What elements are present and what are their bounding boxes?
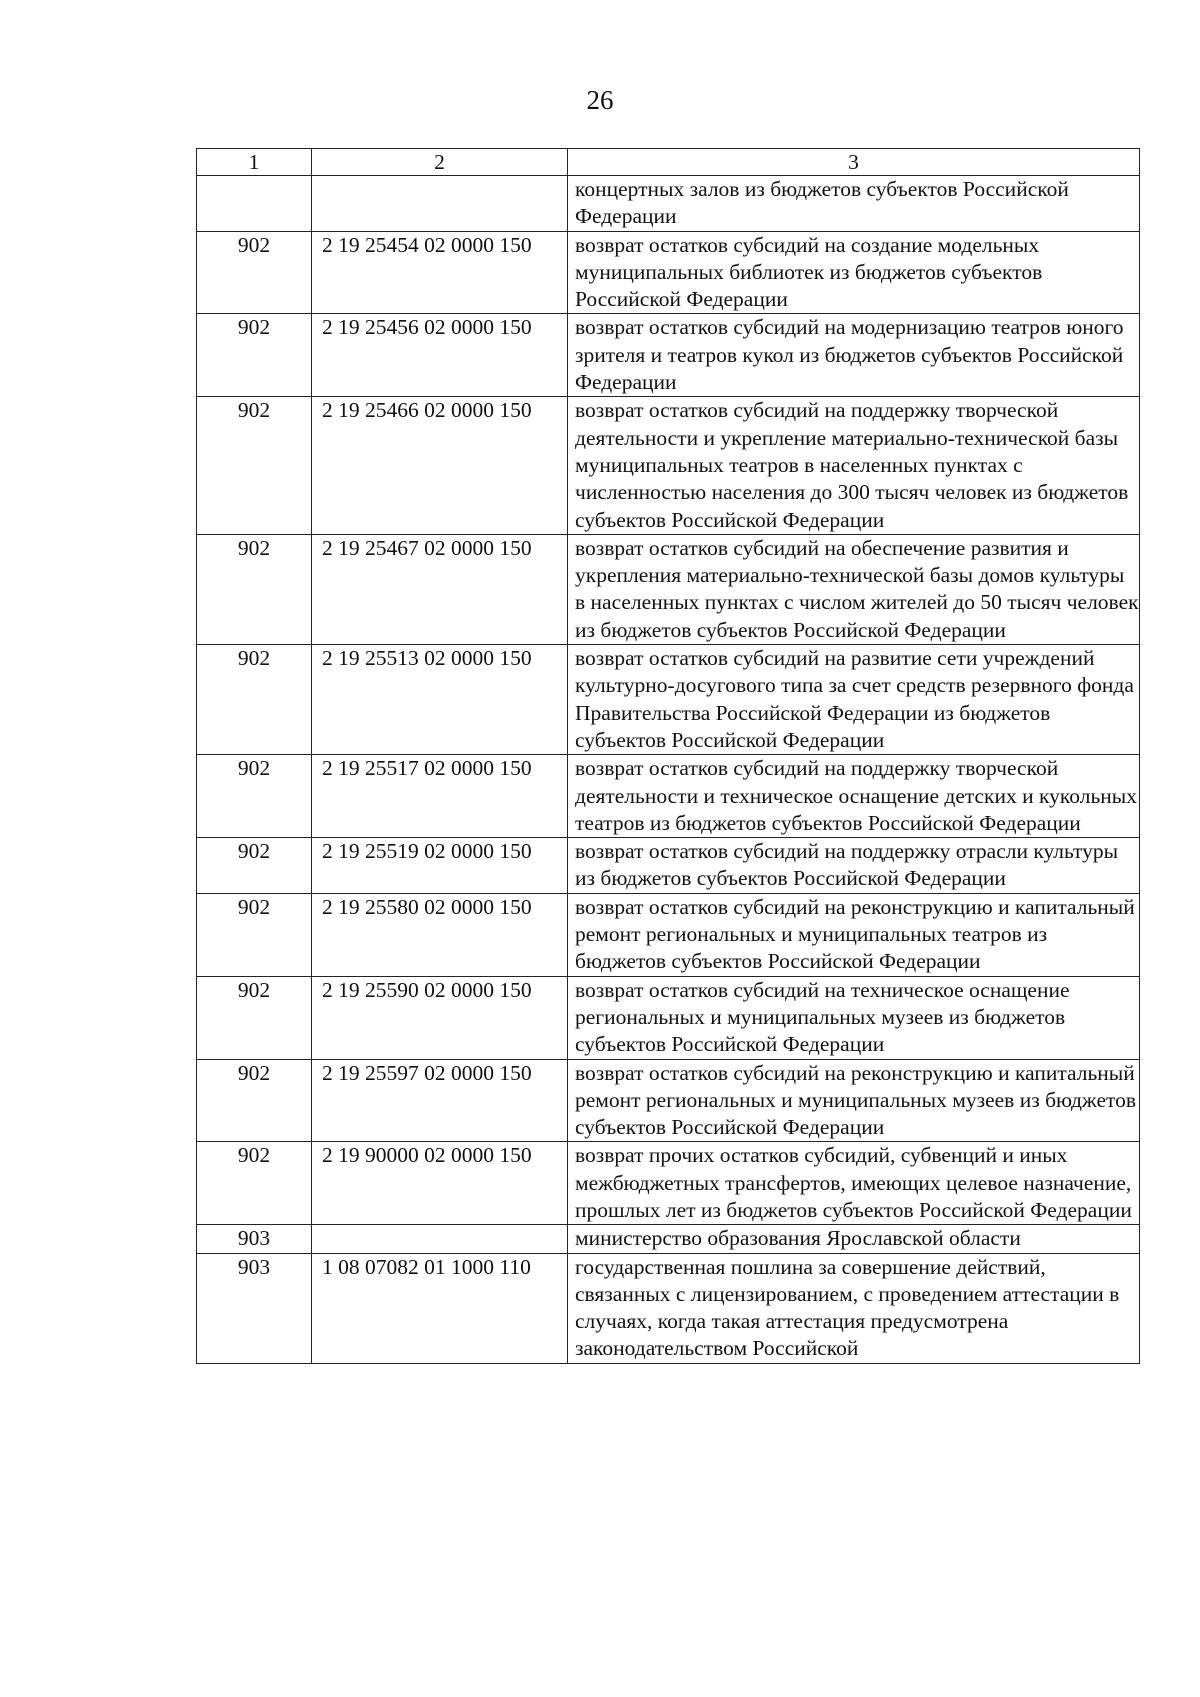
- budget-code-cell: 2 19 25454 02 0000 150: [312, 231, 568, 314]
- budget-code-cell: [312, 1225, 568, 1253]
- table-row: [197, 1059, 1140, 1142]
- admin-code-cell: 902: [197, 231, 312, 314]
- admin-code-cell: 902: [197, 1142, 312, 1225]
- admin-code-cell: 902: [197, 314, 312, 397]
- description-cell: возврат остатков субсидий на создание модельных муниципальных библиотек из бюджетов субъектов Российской Федерации: [568, 231, 1140, 314]
- description-cell: возврат остатков субсидий на обеспечение развития и укрепления материально-технической базы домов культуры в населенных пунктах с числом жителей до 50 тысяч человек из бюджетов субъектов Российской Федерации: [568, 534, 1140, 644]
- table-row: [197, 231, 1140, 314]
- description-cell: возврат остатков субсидий на техническое оснащение региональных и муниципальных музеев из бюджетов субъектов Российской Федерации: [568, 976, 1140, 1059]
- table-row: [197, 534, 1140, 644]
- admin-code-cell: 902: [197, 976, 312, 1059]
- admin-code-cell: 903: [197, 1253, 312, 1363]
- table-header-row: [197, 149, 1140, 176]
- description-cell: возврат остатков субсидий на поддержку творческой деятельности и укрепление материально-технической базы муниципальных театров в населенных пунктах с численностью населения до 300 тысяч человек из бюджетов субъектов Российской Федерации: [568, 397, 1140, 534]
- admin-code-cell: 902: [197, 1059, 312, 1142]
- budget-code-cell: 2 19 25517 02 0000 150: [312, 755, 568, 838]
- column-header-3: 3: [568, 149, 1140, 176]
- table-row: [197, 838, 1140, 894]
- budget-code-cell: 2 19 25467 02 0000 150: [312, 534, 568, 644]
- budget-code-cell: 2 19 90000 02 0000 150: [312, 1142, 568, 1225]
- description-cell: возврат остатков субсидий на поддержку отрасли культуры из бюджетов субъектов Российской Федерации: [568, 838, 1140, 894]
- description-cell: государственная пошлина за совершение действий, связанных с лицензированием, с проведением аттестации в случаях, когда такая аттестация предусмотрена законодательством Российской: [568, 1253, 1140, 1363]
- description-cell: возврат остатков субсидий на реконструкцию и капитальный ремонт региональных и муниципальных театров из бюджетов субъектов Российской Федерации: [568, 893, 1140, 976]
- page-number: 26: [586, 85, 614, 115]
- description-cell: возврат остатков субсидий на реконструкцию и капитальный ремонт региональных и муниципальных музеев из бюджетов субъектов Российской Федерации: [568, 1059, 1140, 1142]
- budget-code-cell: [312, 176, 568, 232]
- table-row: [197, 176, 1140, 232]
- budget-code-cell: 1 08 07082 01 1000 110: [312, 1253, 568, 1363]
- description-cell: возврат остатков субсидий на развитие сети учреждений культурно-досугового типа за счет средств резервного фонда Правительства Российской Федерации из бюджетов субъектов Российской Федерации: [568, 645, 1140, 755]
- budget-code-cell: 2 19 25456 02 0000 150: [312, 314, 568, 397]
- column-header-1: 1: [197, 149, 312, 176]
- table-row: [197, 893, 1140, 976]
- admin-code-cell: 902: [197, 755, 312, 838]
- budget-code-cell: 2 19 25519 02 0000 150: [312, 838, 568, 894]
- table-row: [197, 314, 1140, 397]
- table-row: [197, 755, 1140, 838]
- description-cell: министерство образования Ярославской области: [568, 1225, 1140, 1253]
- budget-code-cell: 2 19 25466 02 0000 150: [312, 397, 568, 534]
- budget-code-table: [196, 148, 1140, 1364]
- column-header-2: 2: [312, 149, 568, 176]
- budget-code-cell: 2 19 25580 02 0000 150: [312, 893, 568, 976]
- admin-code-cell: 902: [197, 838, 312, 894]
- description-cell: возврат прочих остатков субсидий, субвенций и иных межбюджетных трансфертов, имеющих целевое назначение, прошлых лет из бюджетов субъектов Российской Федерации: [568, 1142, 1140, 1225]
- table-row: [197, 1253, 1140, 1363]
- table-row: [197, 1225, 1140, 1253]
- budget-code-cell: 2 19 25590 02 0000 150: [312, 976, 568, 1059]
- table-row: [197, 397, 1140, 534]
- description-cell: возврат остатков субсидий на поддержку творческой деятельности и техническое оснащение детских и кукольных театров из бюджетов субъектов Российской Федерации: [568, 755, 1140, 838]
- admin-code-cell: 902: [197, 397, 312, 534]
- admin-code-cell: 902: [197, 534, 312, 644]
- description-cell: концертных залов из бюджетов субъектов Российской Федерации: [568, 176, 1140, 232]
- table-row: [197, 1142, 1140, 1225]
- admin-code-cell: 902: [197, 893, 312, 976]
- admin-code-cell: [197, 176, 312, 232]
- admin-code-cell: 902: [197, 645, 312, 755]
- admin-code-cell: 903: [197, 1225, 312, 1253]
- budget-code-cell: 2 19 25597 02 0000 150: [312, 1059, 568, 1142]
- table-row: [197, 976, 1140, 1059]
- table-row: [197, 645, 1140, 755]
- description-cell: возврат остатков субсидий на модернизацию театров юного зрителя и театров кукол из бюджетов субъектов Российской Федерации: [568, 314, 1140, 397]
- budget-code-cell: 2 19 25513 02 0000 150: [312, 645, 568, 755]
